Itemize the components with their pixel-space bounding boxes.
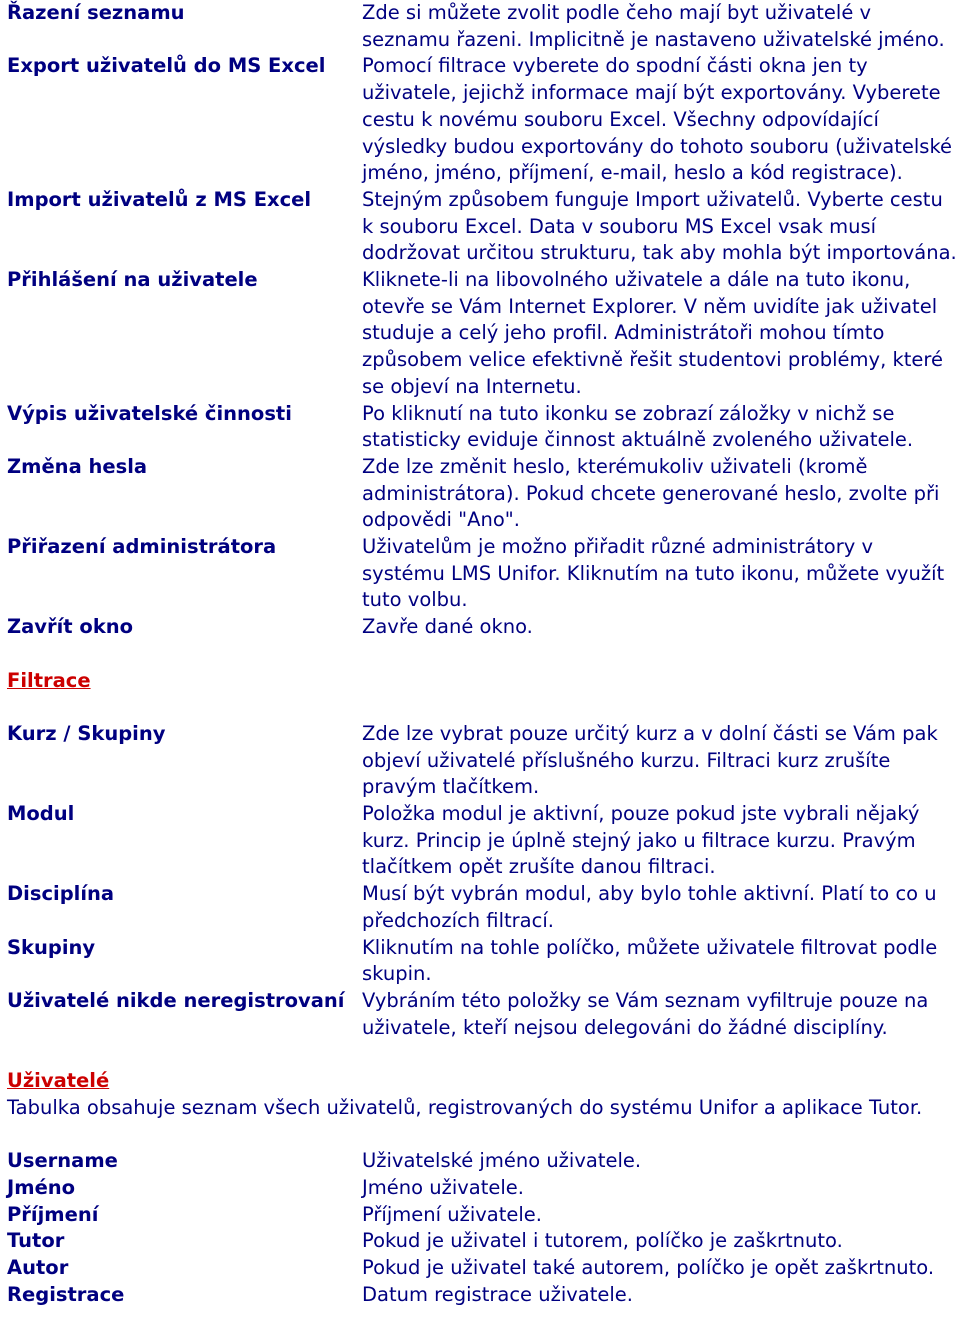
description: Uživatelům je možno přiřadit různé administrátory v systému LMS Unifor. Kliknutím na tuto ikonu, můžete využít tuto volbu. [362, 535, 945, 612]
description: Uživatelské jméno uživatele. [362, 1149, 642, 1173]
term: Kurz / Skupiny [7, 721, 166, 745]
term: Disciplína [7, 882, 115, 906]
description: Kliknete-li na libovolného uživatele a dále na tuto ikonu, otevře se Vám Internet Explorer. V něm uvidíte jak uživatel studuje a celý jeho profil. Administrátoři mohou tímto způsobem velice efektivně řešit studentovi problémy, které se objeví na Internetu. [362, 268, 944, 398]
description: Stejným způsobem funguje Import uživatelů. Vyberte cestu k souboru Excel. Data v souboru MS Excel vsak musí dodržovat určitou strukturu, tak aby mohla být importována. [362, 187, 957, 265]
definition-row [7, 801, 957, 881]
term: Username [7, 1149, 118, 1173]
definition-row [7, 267, 957, 401]
term: Modul [7, 802, 75, 826]
definition-row [7, 454, 957, 534]
term: Přiřazení administrátora [7, 535, 277, 559]
term: Řazení seznamu [7, 1, 185, 24]
description: Vybráním této položky se Vám seznam vyfiltruje pouze na uživatele, kteří nejsou delegováni do žádné disciplíny. [362, 988, 929, 1039]
definition-row [7, 988, 957, 1041]
term: Změna hesla [7, 454, 148, 478]
section-title-filtrace: Filtrace [7, 668, 91, 692]
definition-row [7, 401, 957, 454]
section-intro: Tabulka obsahuje seznam všech uživatelů, registrovaných do systému Unifor a aplikace Tutor. [7, 1095, 923, 1119]
definition-row [7, 935, 957, 988]
term: Export uživatelů do MS Excel [7, 54, 326, 78]
definition-row [7, 1148, 957, 1175]
definition-row [7, 1255, 957, 1282]
description: Po kliknutí na tuto ikonku se zobrazí záložky v nichž se statisticky eviduje činnost aktuálně zvoleného uživatele. [362, 401, 914, 452]
description: Datum registrace uživatele. [362, 1282, 633, 1306]
description: Položka modul je aktivní, pouze pokud jste vybrali nějaký kurz. Princip je úplně stejný jako u filtrace kurzu. Pravým tlačítkem opět zrušíte danou filtraci. [362, 802, 920, 879]
description: Příjmení uživatele. [362, 1202, 542, 1226]
definition-row [7, 53, 957, 187]
definition-row [7, 614, 957, 641]
definition-row [7, 721, 957, 801]
description: Zde si můžete zvolit podle čeho mají byt uživatelé v seznamu řazeni. Implicitně je nastaveno uživatelské jméno. [362, 1, 945, 51]
term: Uživatelé nikde neregistrovaní [7, 988, 345, 1012]
term: Tutor [7, 1229, 65, 1253]
term: Import uživatelů z MS Excel [7, 187, 312, 211]
term: Jméno [7, 1175, 76, 1199]
description: Zde lze vybrat pouze určitý kurz a v dolní části se Vám pak objeví uživatelé příslušného kurzu. Filtraci kurz zrušíte pravým tlačítkem. [362, 721, 938, 799]
definition-row [7, 534, 957, 614]
definition-row [7, 1228, 957, 1255]
description: Jméno uživatele. [362, 1175, 524, 1199]
description: Zavře dané okno. [362, 615, 533, 639]
toolbar-descriptions [7, 0, 957, 641]
description: Pokud je uživatel i tutorem, políčko je zaškrtnuto. [362, 1229, 843, 1253]
document-page [7, 0, 957, 1308]
term: Zavřít okno [7, 615, 134, 639]
description: Musí být vybrán modul, aby bylo tohle aktivní. Platí to co u předchozích filtrací. [362, 882, 937, 932]
term: Registrace [7, 1282, 125, 1306]
term: Příjmení [7, 1202, 99, 1226]
definition-row [7, 1282, 957, 1309]
term: Autor [7, 1255, 69, 1279]
description: Kliknutím na tohle políčko, můžete uživatele filtrovat podle skupin. [362, 935, 938, 986]
uzivatele-columns [7, 1148, 957, 1308]
description: Pomocí filtrace vyberete do spodní části okna jen ty uživatele, jejichž informace mají být exportovány. Vyberete cestu k novému souboru Excel. Všechny odpovídající výsledky budou exportovány do tohoto souboru (uživatelské jméno, jméno, příjmení, e-mail, heslo a kód registrace). [362, 54, 953, 185]
definition-row [7, 1175, 957, 1202]
section-title-uzivatele: Uživatelé [7, 1069, 110, 1093]
definition-row [7, 881, 957, 934]
definition-row [7, 187, 957, 267]
term: Skupiny [7, 935, 96, 959]
definition-row [7, 1202, 957, 1229]
term: Výpis uživatelské činnosti [7, 401, 292, 425]
definition-row [7, 0, 957, 53]
filtrace-descriptions [7, 721, 957, 1041]
description: Zde lze změnit heslo, kterémukoliv uživateli (kromě administrátora). Pokud chcete generované heslo, zvolte při odpovědi "Ano". [362, 454, 940, 532]
description: Pokud je uživatel také autorem, políčko je opět zaškrtnuto. [362, 1255, 935, 1279]
term: Přihlášení na uživatele [7, 268, 258, 292]
